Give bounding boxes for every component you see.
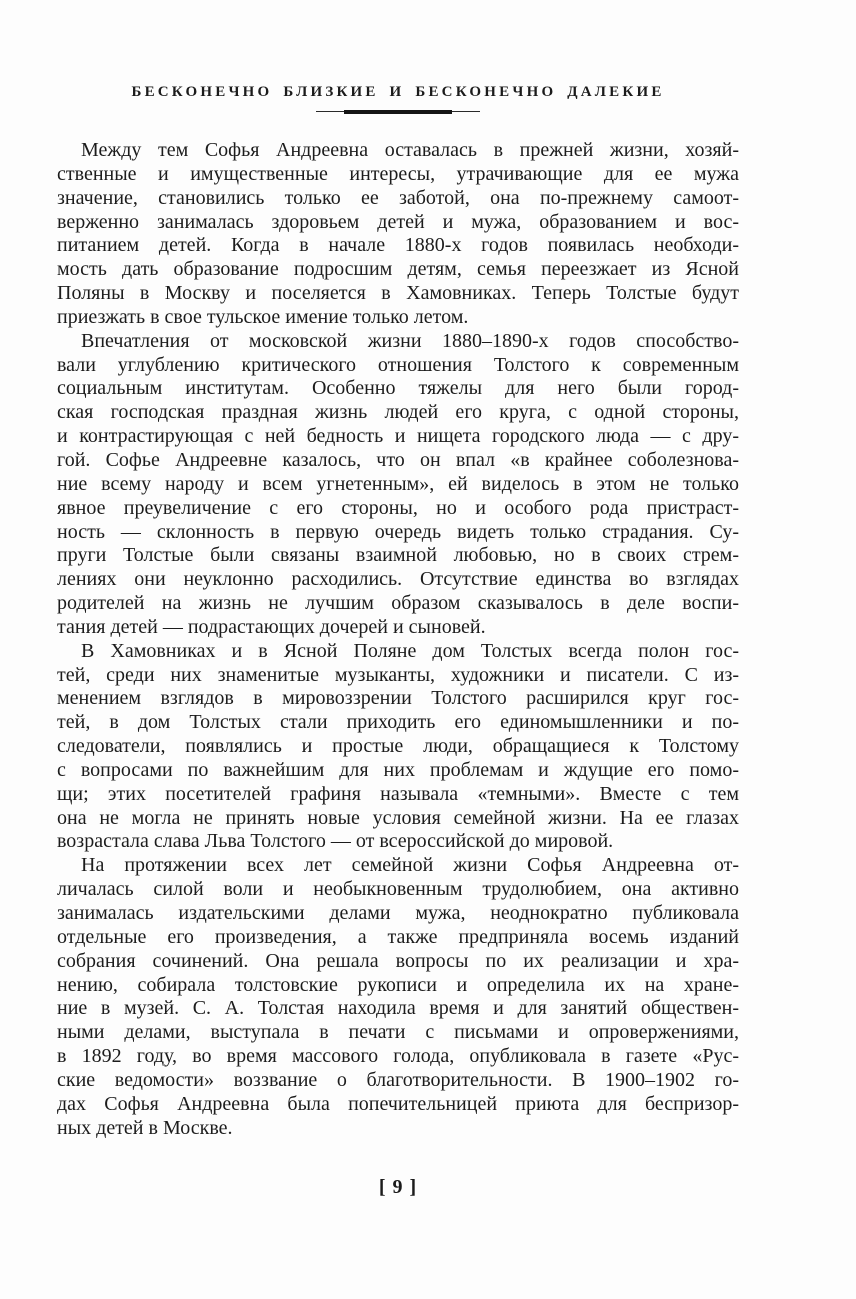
text-line: родителей на жизнь не лучшим образом сказывалось в деле воспи- (57, 592, 739, 615)
paragraph (57, 640, 739, 855)
text-line: Между тем Софья Андреевна оставалась в прежней жизни, хозяй- (81, 139, 739, 161)
divider-thick-line (344, 110, 452, 114)
text-line: приезжать в свое тульское имение только летом. (57, 305, 469, 328)
text-line: ские ведомости» воззвание о благотворительности. В 1900–1902 го- (57, 1068, 739, 1091)
header-divider-ornament (316, 109, 480, 115)
text-line: возрастала слава Льва Толстого — от всероссийской до мировой. (57, 830, 614, 853)
text-line: личалась силой воли и необыкновенным трудолюбием, она активно (57, 878, 739, 901)
text-line: Поляны в Москву и поселяется в Хамовниках. Теперь Толстые будут (57, 282, 739, 305)
text-line: лениях они неуклонно расходились. Отсутствие единства во взглядах (57, 568, 739, 591)
text-line: тания детей — подрастающих дочерей и сыновей. (57, 615, 486, 638)
text-line: тей, в дом Толстых стали приходить его единомышленники и по- (57, 711, 739, 734)
text-line: питанием детей. Когда в начале 1880-х годов появилась необходи- (57, 234, 739, 257)
text-line: ными делами, выступала в печати с письмами и опровержениями, (57, 1021, 739, 1044)
text-line: пруги Толстые были связаны взаимной любовью, но в своих стрем- (57, 544, 739, 567)
text-line: тей, среди них знаменитые музыканты, художники и писатели. С из- (57, 663, 739, 686)
text-line: ных детей в Москве. (57, 1116, 233, 1139)
page-number: [ 9 ] (378, 1176, 418, 1198)
text-line: значение, становились только ее заботой, она по-прежнему самоот- (57, 186, 739, 209)
text-line: менением взглядов в мировоззрении Толстого расширился круг гос- (57, 687, 739, 710)
text-line: дах Софья Андреевна была попечительницей приюта для беспризор- (57, 1092, 739, 1115)
text-line: и контрастирующая с ней бедность и нищета городского люда — с дру- (57, 425, 739, 448)
text-line: нению, собирала толстовские рукописи и определила их на хране- (57, 973, 739, 996)
text-line: На протяжении всех лет семейной жизни Софья Андреевна от- (81, 854, 739, 877)
text-line: ние в музей. С. А. Толстая находила время и для занятий обществен- (57, 997, 739, 1020)
text-line: с вопросами по важнейшим для них проблемам и ждущие его помо- (57, 758, 739, 781)
text-line: ние всему народу и всем угнетенным», ей виделось в этом не только (57, 472, 739, 495)
text-line: В Хамовниках и в Ясной Поляне дом Толстых всегда полон гос- (81, 639, 739, 662)
text-line: следователи, появлялись и простые люди, обращащиеся к Толстому (57, 735, 739, 758)
running-header: БЕСКОНЕЧНО БЛИЗКИЕ И БЕСКОНЕЧНО ДАЛЕКИЕ (131, 84, 665, 100)
text-line: она не могла не принять новые условия семейной жизни. На ее глазах (57, 806, 739, 829)
text-line: явное преувеличение с его стороны, но и особого рода пристраст- (57, 496, 739, 519)
text-line: ственные и имущественные интересы, утрачивающие для ее мужа (57, 162, 739, 185)
text-line: занималась издательскими делами мужа, неоднократно публиковала (57, 902, 739, 924)
text-line: Впечатления от московской жизни 1880–1890-х годов способство- (81, 329, 739, 352)
text-line: верженно занималась здоровьем детей и мужа, образованием и вос- (57, 210, 739, 233)
text-line: социальным институтам. Особенно тяжелы для него были город- (57, 377, 739, 400)
text-line: мость дать образование подросшим детям, семья переезжает из Ясной (57, 258, 739, 281)
text-line: гой. Софье Андреевне казалось, что он впал «в крайнее соболезнова- (57, 448, 739, 471)
text-line: в 1892 году, во время массового голода, опубликовала в газете «Рус- (57, 1045, 739, 1068)
paragraph (57, 330, 739, 640)
text-line: ность — склонность в первую очередь видеть только страдания. Су- (57, 520, 739, 543)
paragraph (57, 854, 739, 1140)
text-line: отдельные его произведения, а также предприняла восемь изданий (57, 925, 739, 948)
text-line: собрания сочинений. Она решала вопросы по их реализации и хра- (57, 949, 739, 972)
text-line: вали углублению критического отношения Толстого к современным (57, 353, 739, 376)
paragraph (57, 139, 739, 330)
text-line: ская господская праздная жизнь людей его круга, с одной стороны, (57, 401, 739, 424)
text-column (57, 0, 739, 1299)
body-text (57, 139, 739, 1140)
text-line: щи; этих посетителей графиня называла «темными». Вместе с тем (57, 782, 739, 805)
